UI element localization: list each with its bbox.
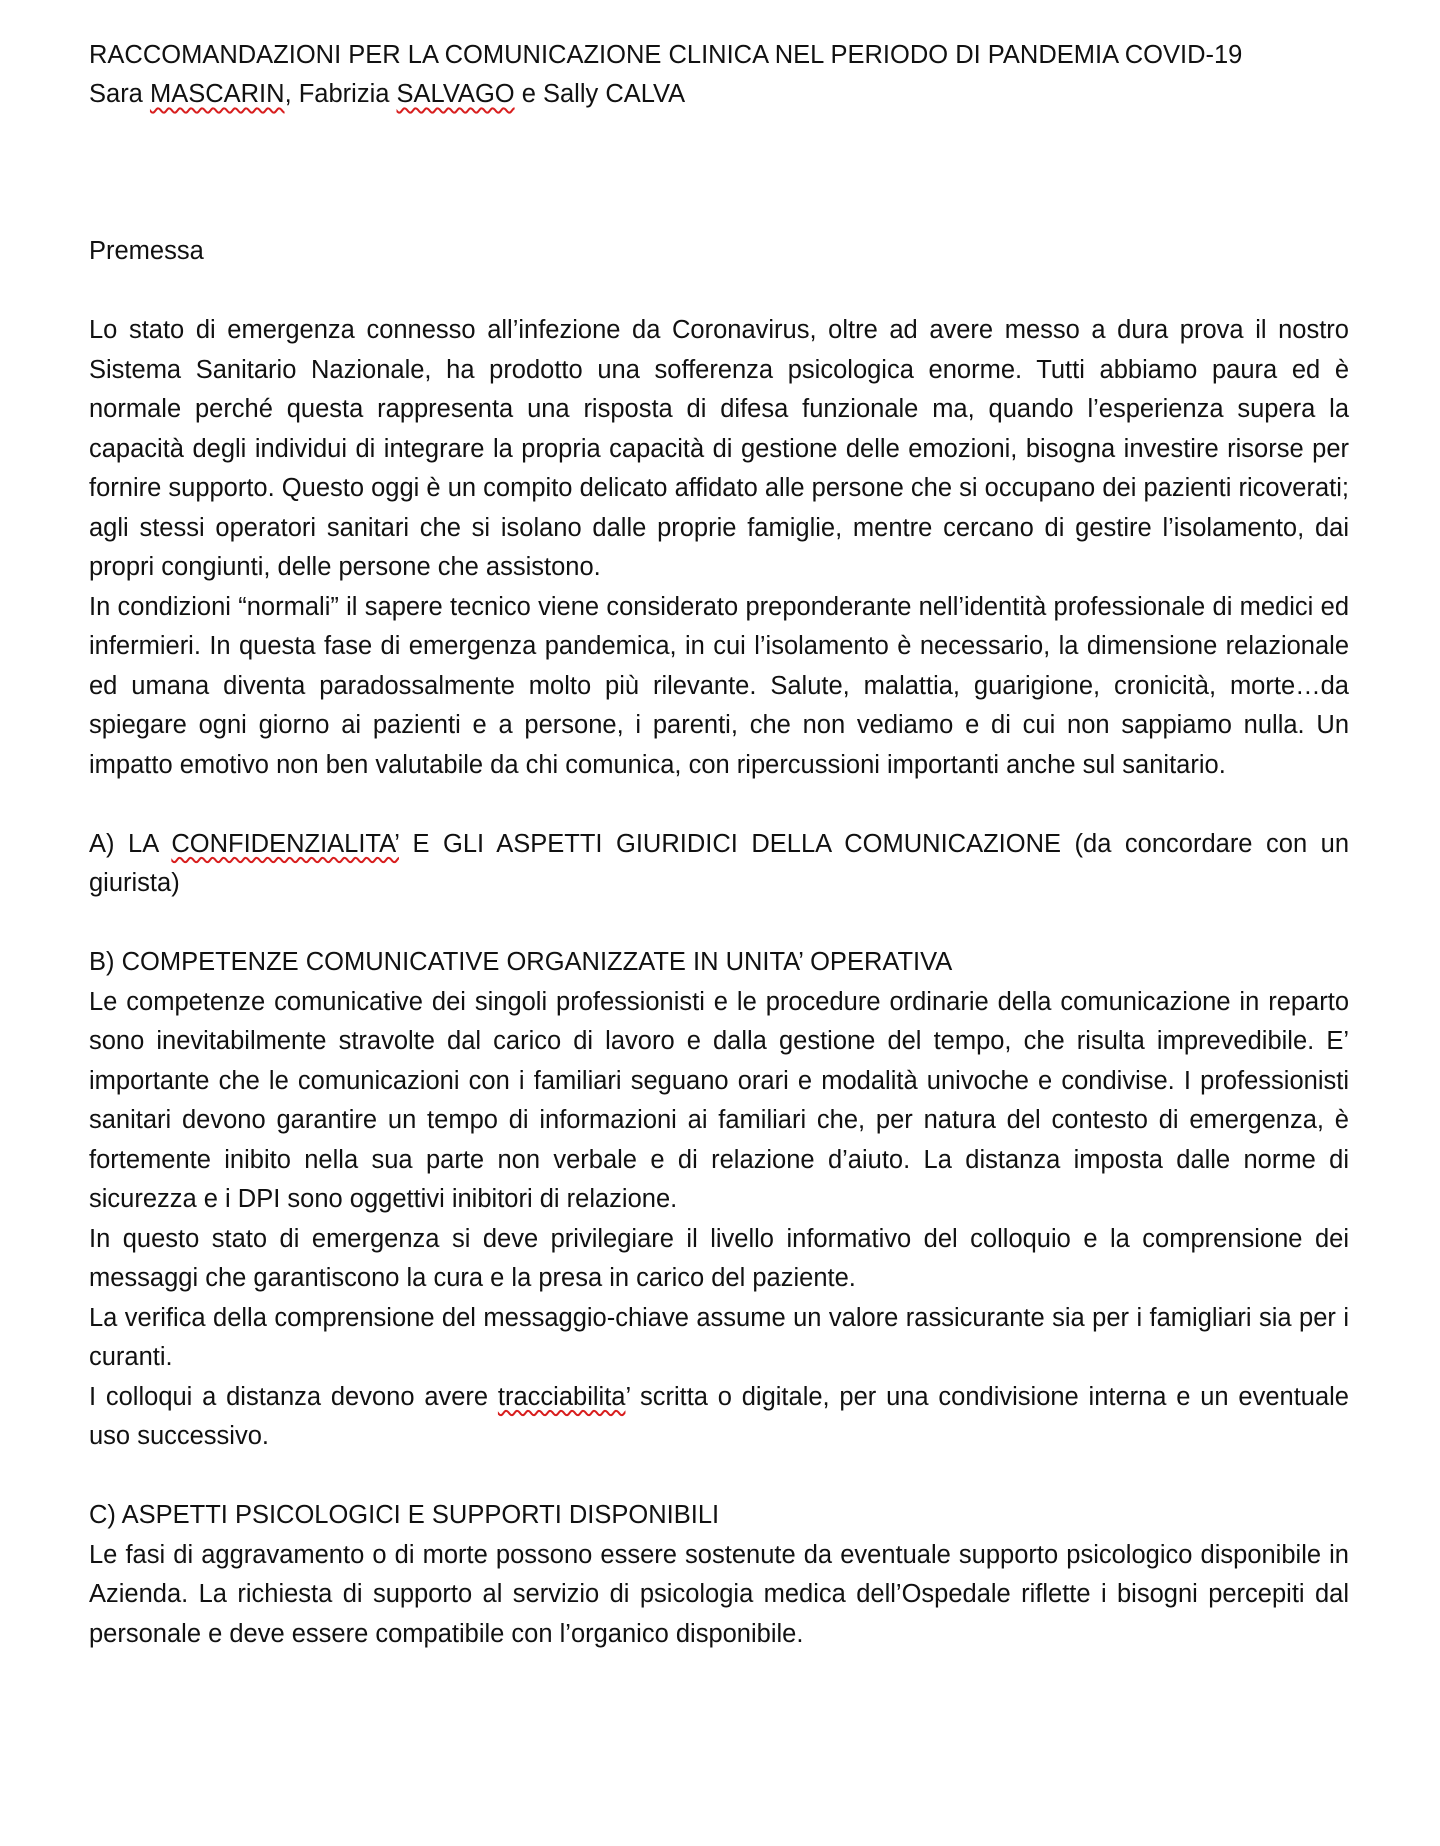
section-a-suffix: E GLI ASPETTI GIURIDICI DELLA COMUNICAZIONE (da concordare con un giurista)	[89, 829, 1350, 897]
author-separator-2: e Sally CALVA	[514, 80, 686, 108]
document-authors	[89, 75, 1349, 114]
section-b-paragraph-3: La verifica della comprensione del messaggio-chiave assume un valore rassicurante sia per i famigliari sia per i curanti.	[89, 1303, 1349, 1371]
author-1-last: MASCARIN	[149, 80, 285, 108]
author-separator-1: , Fabrizia	[284, 80, 397, 108]
author-1-first: Sara	[89, 80, 150, 108]
spacer	[89, 1457, 1349, 1497]
spacer	[89, 904, 1349, 944]
premessa-heading: Premessa	[89, 237, 204, 265]
section-b-paragraph-2: In questo stato di emergenza si deve privilegiare il livello informativo del colloquio e la comprensione dei messaggi che garantiscono la cura e la presa in carico del paziente.	[89, 1224, 1349, 1292]
section-c-paragraph: Le fasi di aggravamento o di morte possono essere sostenute da eventuale supporto psicologico disponibile in Azienda. La richiesta di supporto al servizio di psicologia medica dell’Ospedale riflette i bisogni percepiti dal personale e deve essere compatibile con l’organico disponibile.	[89, 1540, 1349, 1648]
author-2-last: SALVAGO	[396, 80, 515, 108]
section-a-prefix: A) LA	[89, 829, 172, 858]
section-a-heading	[89, 825, 1349, 904]
intro-paragraph-1: Lo stato di emergenza connesso all’infezione da Coronavirus, oltre ad avere messo a dura prova il nostro Sistema Sanitario Nazionale, ha prodotto una sofferenza psicologica enorme. Tutti abbiamo paura ed è normale perché questa rappresenta una risposta di difesa funzionale ma, quando l’esperienza supera la capacità degli individui di integrare la propria capacità di gestione delle emozioni, bisogna investire risorse per fornire supporto. Questo oggi è un compito delicato affidato alle persone che si occupano dei pazienti ricoverati; agli stessi operatori sanitari che si isolano dalle proprie famiglie, mentre cercano di gestire l’isolamento, dai propri congiunti, delle persone che assistono.	[89, 316, 1349, 581]
document-title: RACCOMANDAZIONI PER LA COMUNICAZIONE CLINICA NEL PERIODO DI PANDEMIA COVID-19	[89, 41, 1243, 69]
section-b-heading: B) COMPETENZE COMUNICATIVE ORGANIZZATE IN UNITA’ OPERATIVA	[89, 948, 953, 976]
section-c-heading: C) ASPETTI PSICOLOGICI E SUPPORTI DISPONIBILI	[89, 1501, 720, 1529]
section-b-paragraph-1: Le competenze comunicative dei singoli professionisti e le procedure ordinarie della comunicazione in reparto sono inevitabilmente stravolte dal carico di lavoro e dalla gestione del tempo, che risulta imprevedibile. E’ importante che le comunicazioni con i familiari seguano orari e modalità univoche e condivise. I professionisti sanitari devono garantire un tempo di informazioni ai familiari che, per natura del contesto di emergenza, è fortemente inibito nella sua parte non verbale e di relazione d’aiuto. La distanza imposta dalle norme di sicurezza e i DPI sono oggettivi inibitori di relazione.	[89, 987, 1349, 1213]
section-a-underlined: CONFIDENZIALITA’	[171, 829, 399, 858]
intro-paragraph-2: In condizioni “normali” il sapere tecnico viene considerato preponderante nell’identità professionale di medici ed infermieri. In questa fase di emergenza pandemica, in cui l’isolamento è necessario, la dimensione relazionale ed umana diventa paradossalmente molto più rilevante. Salute, malattia, guarigione, cronicità, morte…da spiegare ogni giorno ai pazienti e a persone, i parenti, che non vediamo e di cui non sappiamo nulla. Un impatto emotivo non ben valutabile da chi comunica, con ripercussioni importanti anche sul sanitario.	[89, 592, 1349, 779]
spacer	[89, 785, 1349, 825]
section-b-p4-prefix: I colloqui a distanza devono avere	[89, 1382, 498, 1411]
intro-section	[89, 311, 1349, 1654]
section-b-paragraph-4	[89, 1378, 1349, 1457]
section-b-p4-suffix: ’ scritta o digitale, per una condivisione interna e un eventuale uso successivo.	[89, 1382, 1349, 1450]
section-b-p4-underlined: tracciabilita	[497, 1382, 626, 1411]
